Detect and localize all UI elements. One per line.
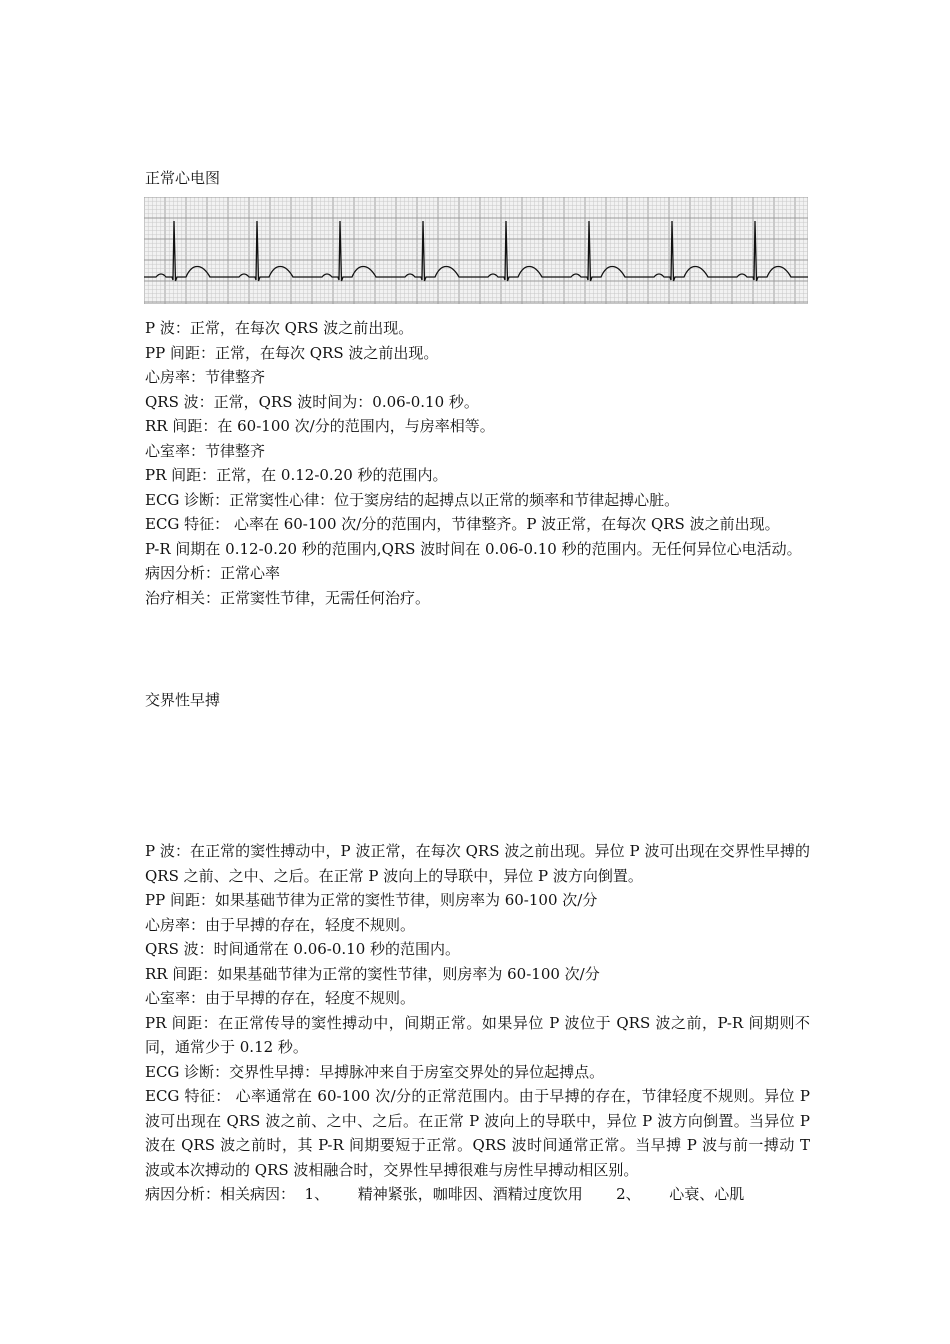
line-features-2: ECG 特征： 心率通常在 60-100 次/分的正常范围内。由于早搏的存在，节律轻度不规则。异位 P 波可出现在 QRS 波之前、之中、之后。在正常 P 波向上的导联中，异位 P 波方向倒置。当异位 P 波在 QRS 波之前时，其 P-R 间期要短于正常。QRS 波时间通常正常。当早搏 P 波与前一搏动 T 波或本次搏动的 QRS 波相融合时，交界性早搏很难与房性早搏动相区别。 — [145, 1087, 810, 1179]
line-diagnosis-2: ECG 诊断：交界性早搏：早搏脉冲来自于房室交界处的异位起搏点。 — [145, 1062, 605, 1081]
ecg-strip-image — [144, 197, 808, 304]
line-p-wave-2: P 波：在正常的窦性搏动中，P 波正常，在每次 QRS 波之前出现。异位 P 波可出现在交界性早搏的 QRS 之前、之中、之后。在正常 P 波向上的导联中，异位 P 波方向倒置。 — [145, 842, 810, 885]
line-pp-interval-2: PP 间距：如果基础节律为正常的窦性节律，则房率为 60-100 次/分 — [145, 891, 598, 909]
line-etiology-2: 病因分析：相关病因： 1、 精神紧张，咖啡因、酒精过度饮用 2、 心衰、心肌 — [145, 1185, 745, 1203]
line-pr-interval: PR 间距：正常，在 0.12-0.20 秒的范围内。 — [145, 466, 448, 484]
ecg-strip-svg — [144, 197, 808, 304]
line-rr-interval-2: RR 间距：如果基础节律为正常的窦性节律，则房率为 60-100 次/分 — [145, 964, 600, 983]
line-treatment: 治疗相关：正常窦性节律，无需任何治疗。 — [145, 588, 431, 607]
section-title-junctional-premature: 交界性早搏 — [145, 691, 221, 709]
line-ventricular-rate: 心室率：节律整齐 — [145, 441, 266, 460]
line-atrial-rate-2: 心房率：由于早搏的存在，轻度不规则。 — [145, 915, 416, 934]
line-ventricular-rate-2: 心室率：由于早搏的存在，轻度不规则。 — [145, 989, 416, 1007]
line-features: ECG 特征： 心率在 60-100 次/分的范围内，节律整齐。P 波正常，在每次 QRS 波之前出现。 — [145, 515, 780, 533]
line-qrs: QRS 波：正常，QRS 波时间为：0.06-0.10 秒。 — [145, 392, 479, 411]
normal-ecg-description — [145, 316, 810, 610]
line-p-wave: P 波：正常，在每次 QRS 波之前出现。 — [145, 319, 414, 337]
line-etiology: 病因分析：正常心率 — [145, 564, 281, 582]
line-features-cont: P-R 间期在 0.12-0.20 秒的范围内,QRS 波时间在 0.06-0.10 秒的范围内。无任何异位心电活动。 — [145, 539, 802, 558]
line-pp-interval: PP 间距：正常，在每次 QRS 波之前出现。 — [145, 343, 439, 362]
junctional-description — [145, 839, 810, 1207]
line-diagnosis: ECG 诊断：正常窦性心律：位于窦房结的起搏点以正常的频率和节律起搏心脏。 — [145, 490, 680, 509]
line-atrial-rate: 心房率：节律整齐 — [145, 368, 266, 386]
line-qrs-2: QRS 波：时间通常在 0.06-0.10 秒的范围内。 — [145, 940, 461, 958]
line-pr-interval-2: PR 间距：在正常传导的窦性搏动中，间期正常。如果异位 P 波位于 QRS 波之前，P-R 间期则不同，通常少于 0.12 秒。 — [145, 1013, 810, 1056]
section-title-normal-ecg: 正常心电图 — [145, 169, 221, 187]
line-rr-interval: RR 间距：在 60-100 次/分的范围内，与房率相等。 — [145, 417, 495, 435]
